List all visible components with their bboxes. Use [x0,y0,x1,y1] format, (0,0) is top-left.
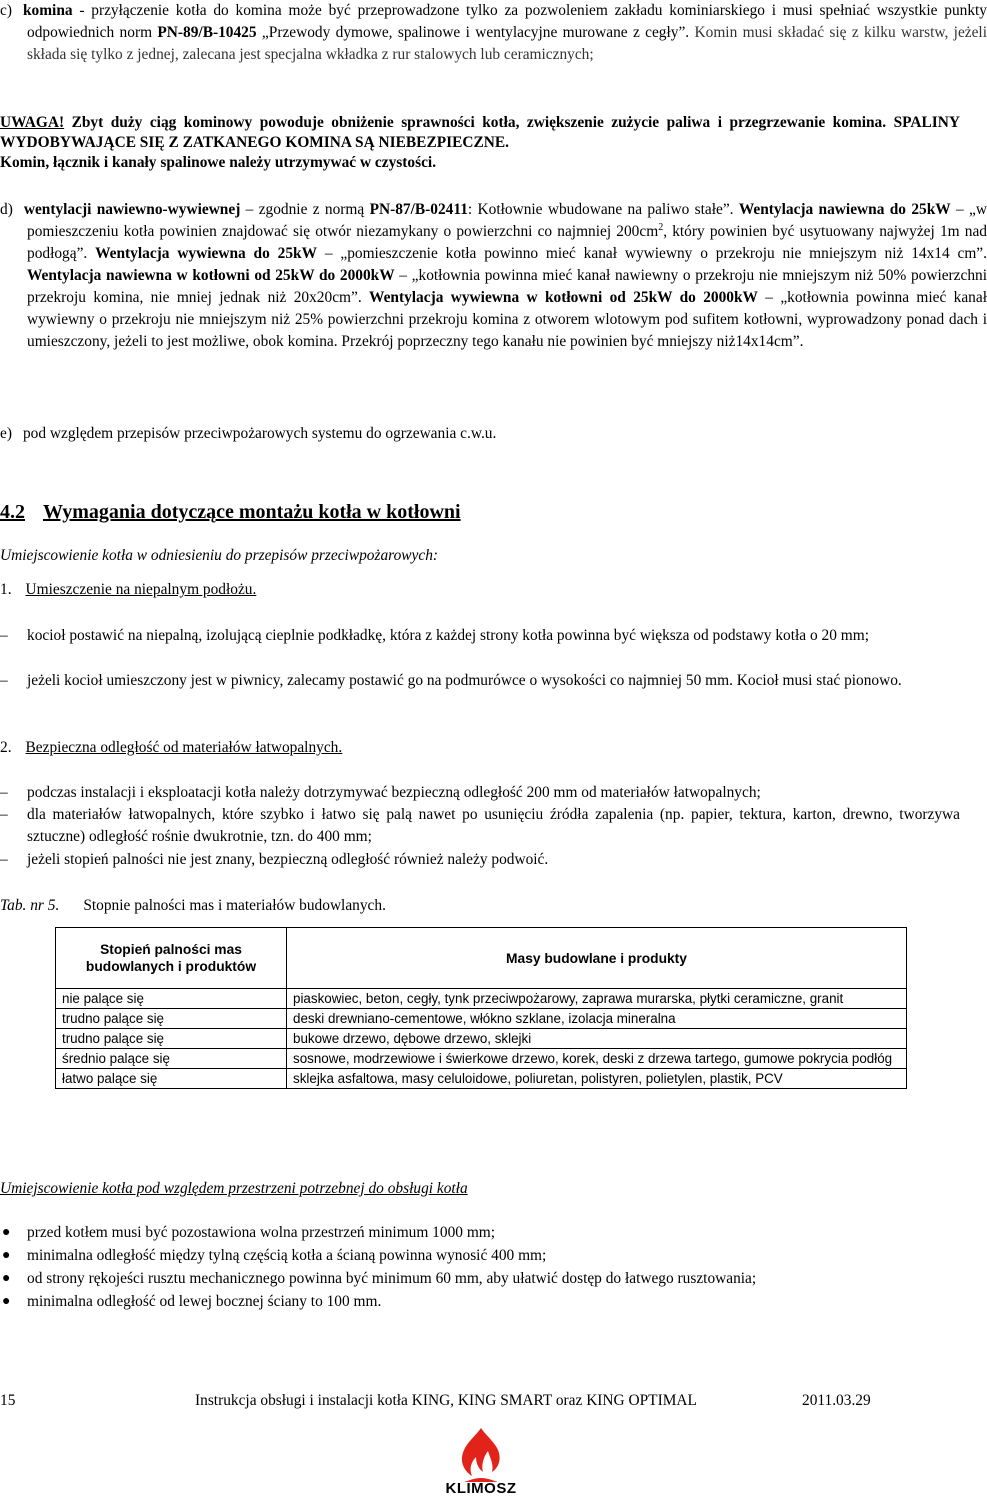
vent2-title: Wentylacja wywiewna do 25kW [95,245,317,262]
section-d-text1: – zgodnie z normą [240,201,370,218]
dash-marker: – [0,672,8,689]
klimosz-logo [436,1424,526,1500]
table-cell: nie palące się [56,989,287,1009]
item2-number: 2. [0,739,12,756]
vent1-text-b: , który powinien być usytuowany najwyżej 1m nad podłogą”. [27,223,987,262]
table-row [56,1049,907,1069]
section-4-2-heading [0,499,461,525]
footer-page-number: 15 [0,1392,16,1409]
section-c-text2: „Przewody dymowe, spalinowe i wentylacyjne murowane z cegły”. [256,24,690,41]
table-cell: sklejka asfaltowa, masy celuloidowe, poliuretan, polistyren, polietylen, plastik, PCV [287,1069,907,1089]
section-c-term: komina [22,2,73,19]
item1-point-2: – jeżeli kocioł umieszczony jest w piwnicy, zalecamy postawić go na podmurówce o wysokości co najmniej 50 mm. Kocioł musi stać pionowo. [0,670,960,692]
footer-date: 2011.03.29 [802,1392,871,1409]
item1-title: Umieszczenie na niepalnym podłożu. [25,581,257,598]
flammability-table [55,927,907,1089]
section-d-label: d) [0,201,13,218]
table-row [56,1069,907,1089]
item2-title: Bezpieczna odległość od materiałów łatwopalnych. [25,739,343,756]
section-e-label: e) [0,425,12,442]
section-d [0,199,987,353]
table-cell: trudno palące się [56,1009,287,1029]
vent4-text: – „kotłownia powinna mieć kanał wywiewny o przekroju nie mniejszym niż 25% powierzchni przekroju komina z otworem wlotowym pod sufitem kotłowni, wyprowadzony ponad dach i umieszczony, jeżeli to jest możliwe, obok komina. Przekrój poprzeczny tego kanału nie powinien być mniejszy niż14x14cm”. [27,289,987,350]
bullet-marker: ● [2,1248,11,1263]
section-d-text2: : Kotłownie wbudowane na paliwo stałe”. [467,201,734,218]
logo-text: KLIMOSZ [445,1480,517,1497]
table-row [56,1009,907,1029]
table-cell: łatwo palące się [56,1069,287,1089]
warning-text2: SPALINY WYDOBYWAJĄCE SIĘ Z ZATKANEGO KOMINA SĄ NIEBEZPIECZNE. [0,114,960,151]
table-cell: deski drewniano-cementowe, włókno szklane, izolacja mineralna [287,1009,907,1029]
dash-marker: – [0,806,8,823]
vent1-text-a: – „w pomieszczeniu kotła powinien znajdować się otwór niezamykany o powierzchni co najmniej 200cm [27,201,987,240]
vent1-title: Wentylacja nawiewna do 25kW [738,201,951,218]
space-point-2: ● minimalna odległość między tylną częścią kotła a ścianą powinna wynosić 400 mm; [0,1245,960,1267]
vent4-title: Wentylacja wywiewna w kotłowni od 25kW do 2000kW [369,289,758,306]
item2-point-3: – jeżeli stopień palności nie jest znany, bezpieczną odległość również należy podwoić. [0,849,960,871]
space-heading: Umiejscowienie kotła pod względem przestrzeni potrzebnej do obsługi kotła [0,1180,468,1197]
table-row [56,1029,907,1049]
space-point-4: ● minimalna odległość od lewej bocznej ściany to 100 mm. [0,1291,960,1313]
item1-point-1: – kocioł postawić na niepalną, izolującą cieplnie podkładkę, która z każdej strony kotła powinna być większa od podstawy kotła o 20 mm; [0,625,960,647]
table-header-row [56,928,907,989]
warning-label: UWAGA! [0,114,65,131]
dash-marker: – [0,627,8,644]
bullet-marker: ● [2,1294,11,1309]
section-c-norm: PN-89/B-10425 [157,24,257,41]
section-c-text1: - przyłączenie kotła do komina może być przeprowadzone tylko za pozwoleniem zakładu kominiarskiego i musi spełniać wszystkie punkty odpowiednich norm [27,2,987,41]
table-cell: trudno palące się [56,1029,287,1049]
bullet-marker: ● [2,1225,11,1240]
table-caption-text: Stopnie palności mas i materiałów budowlanych. [83,897,386,914]
vent3-title: Wentylacja nawiewna w kotłowni od 25kW do 2000kW [27,267,395,284]
section-c-label: c) [0,2,12,19]
table-cell: sosnowe, modrzewiowe i świerkowe drzewo, korek, deski z drzewa tartego, gumowe pokrycia podłóg [287,1049,907,1069]
warning-block [0,113,960,173]
table-header-cell: Masy budowlane i produkty [287,928,907,989]
warning-text3: Komin, łącznik i kanały spalinowe należy utrzymywać w czystości. [0,154,437,171]
warning-text1: Zbyt duży ciąg kominowy powoduje obniżenie sprawności kotła, zwiększenie zużycie paliwa i przegrzewanie komina. [64,114,887,131]
space-point-1: ● przed kotłem musi być pozostawiona wolna przestrzeń minimum 1000 mm; [0,1222,960,1244]
section-c [0,0,987,66]
section-4-2-title: Wymagania dotyczące montażu kotła w kotłowni [43,501,461,523]
table-caption-label: Tab. nr 5. [0,897,60,914]
dash-marker: – [0,784,8,801]
vent1-sup: 2 [658,221,664,233]
table-row [56,989,907,1009]
footer-title: Instrukcja obsługi i instalacji kotła KING, KING SMART oraz KING OPTIMAL [195,1392,697,1409]
vent2-text: – „pomieszczenie kotła powinno mieć kanał wywiewny o przekroju nie mniejszym niż 14x14 cm”. [317,245,987,262]
item1-number: 1. [0,581,12,598]
section-4-2-number: 4.2 [0,501,25,523]
item2-heading [0,737,342,759]
section-c-text3: Komin musi składać się z kilku warstw, jeżeli składa się tylko z jednej, zalecana jest specjalna wkładka z rur stalowych lub ceramicznych; [27,24,987,63]
table-cell: średnio palące się [56,1049,287,1069]
section-d-term: wentylacji nawiewno-wywiewnej [23,201,241,218]
item1-heading [0,579,256,601]
bullet-marker: ● [2,1271,11,1286]
vent3-text: – „kotłownia powinna mieć kanał nawiewny o przekroju nie mniejszym niż 50% powierzchni przekroju komina, nie mniej jednak niż 20x20cm”. [27,267,987,306]
table-cell: bukowe drzewo, dębowe drzewo, sklejki [287,1029,907,1049]
section-e [0,423,960,445]
item2-point-1: – podczas instalacji i eksploatacji kotła należy dotrzymywać bezpieczną odległość 200 mm od materiałów łatwopalnych; [0,782,960,804]
table-caption [0,895,386,917]
section-e-text: pod względem przepisów przeciwpożarowych systemu do ogrzewania c.w.u. [22,425,497,442]
table-cell: piaskowiec, beton, cegły, tynk przeciwpożarowy, zaprawa murarska, płytki ceramiczne, granit [287,989,907,1009]
item2-point-2: – dla materiałów łatwopalnych, które szybko i łatwo się palą nawet po usunięciu źródła zapalenia (np. papier, tektura, karton, drewno, tworzywa sztuczne) odległość rośnie dwukrotnie, tzn. do 400 mm; [0,806,960,845]
placement-heading: Umiejscowienie kotła w odniesieniu do przepisów przeciwpożarowych: [0,547,439,564]
space-point-3: ● od strony rękojeści rusztu mechanicznego powinna być minimum 60 mm, aby ułatwić dostęp do łatwego rusztowania; [0,1268,960,1290]
section-d-norm: PN-87/B-02411 [369,201,468,218]
table-header-cell: Stopień palności mas budowlanych i produktów [56,928,287,989]
dash-marker: – [0,851,8,868]
